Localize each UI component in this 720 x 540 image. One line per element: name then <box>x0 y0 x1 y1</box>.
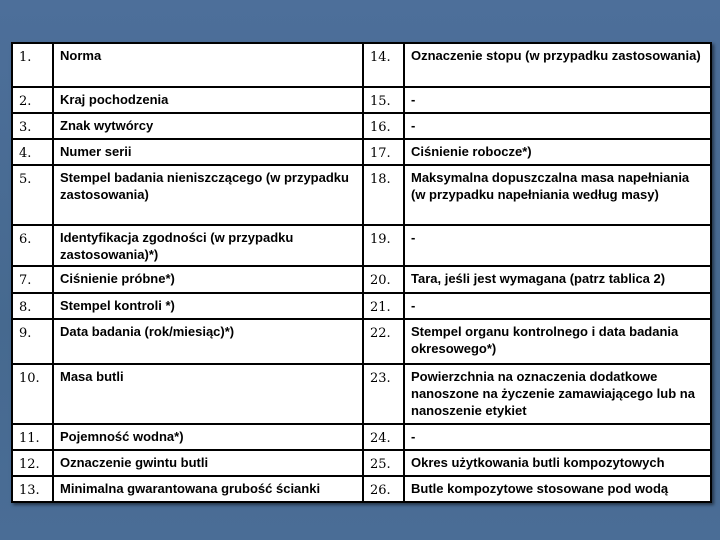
row-number: 12. <box>12 450 53 476</box>
table-row <box>12 293 711 319</box>
row-number: 13. <box>12 476 53 502</box>
row-number: 22. <box>363 319 404 364</box>
row-label: Pojemność wodna*) <box>53 424 363 450</box>
row-number: 21. <box>363 293 404 319</box>
row-label: - <box>404 293 711 319</box>
row-number: 4. <box>12 139 53 165</box>
row-label: Kraj pochodzenia <box>53 87 363 113</box>
row-label: - <box>404 87 711 113</box>
row-label: Ciśnienie robocze*) <box>404 139 711 165</box>
row-number: 24. <box>363 424 404 450</box>
table-row <box>12 319 711 364</box>
row-number: 5. <box>12 165 53 225</box>
row-label: Numer serii <box>53 139 363 165</box>
table-row <box>12 476 711 502</box>
row-label: Maksymalna dopuszczalna masa napełniania (w przypadku napełniania według masy) <box>404 165 711 225</box>
row-number: 20. <box>363 266 404 293</box>
row-number: 10. <box>12 364 53 424</box>
row-label: - <box>404 424 711 450</box>
row-number: 19. <box>363 225 404 266</box>
row-label: Butle kompozytowe stosowane pod wodą <box>404 476 711 502</box>
row-number: 18. <box>363 165 404 225</box>
row-label: Identyfikacja zgodności (w przypadku zastosowania)*) <box>53 225 363 266</box>
row-label: Norma <box>53 43 363 87</box>
table-row <box>12 424 711 450</box>
row-label: Ciśnienie próbne*) <box>53 266 363 293</box>
row-number: 23. <box>363 364 404 424</box>
row-number: 1. <box>12 43 53 87</box>
table-row <box>12 450 711 476</box>
row-number: 2. <box>12 87 53 113</box>
row-label: Oznaczenie gwintu butli <box>53 450 363 476</box>
row-number: 25. <box>363 450 404 476</box>
row-number: 26. <box>363 476 404 502</box>
row-label: Masa butli <box>53 364 363 424</box>
row-number: 7. <box>12 266 53 293</box>
row-label: - <box>404 225 711 266</box>
row-number: 14. <box>363 43 404 87</box>
table-row <box>12 364 711 424</box>
row-number: 9. <box>12 319 53 364</box>
row-label: Stempel badania nieniszczącego (w przypadku zastosowania) <box>53 165 363 225</box>
table-row <box>12 113 711 139</box>
table-row <box>12 139 711 165</box>
table-row <box>12 266 711 293</box>
row-number: 3. <box>12 113 53 139</box>
table-row <box>12 43 711 87</box>
table-row <box>12 87 711 113</box>
row-number: 6. <box>12 225 53 266</box>
row-label: Tara, jeśli jest wymagana (patrz tablica 2) <box>404 266 711 293</box>
row-number: 17. <box>363 139 404 165</box>
row-number: 11. <box>12 424 53 450</box>
row-number: 16. <box>363 113 404 139</box>
row-label: - <box>404 113 711 139</box>
table-row <box>12 225 711 266</box>
row-label: Znak wytwórcy <box>53 113 363 139</box>
row-label: Powierzchnia na oznaczenia dodatkowe nanoszone na życzenie zamawiającego lub na nanoszenie etykiet <box>404 364 711 424</box>
row-label: Stempel organu kontrolnego i data badania okresowego*) <box>404 319 711 364</box>
row-number: 8. <box>12 293 53 319</box>
row-label: Data badania (rok/miesiąc)*) <box>53 319 363 364</box>
row-number: 15. <box>363 87 404 113</box>
row-label: Stempel kontroli *) <box>53 293 363 319</box>
marking-table <box>11 42 712 503</box>
row-label: Okres użytkowania butli kompozytowych <box>404 450 711 476</box>
row-label: Oznaczenie stopu (w przypadku zastosowania) <box>404 43 711 87</box>
table-row <box>12 165 711 225</box>
row-label: Minimalna gwarantowana grubość ścianki <box>53 476 363 502</box>
